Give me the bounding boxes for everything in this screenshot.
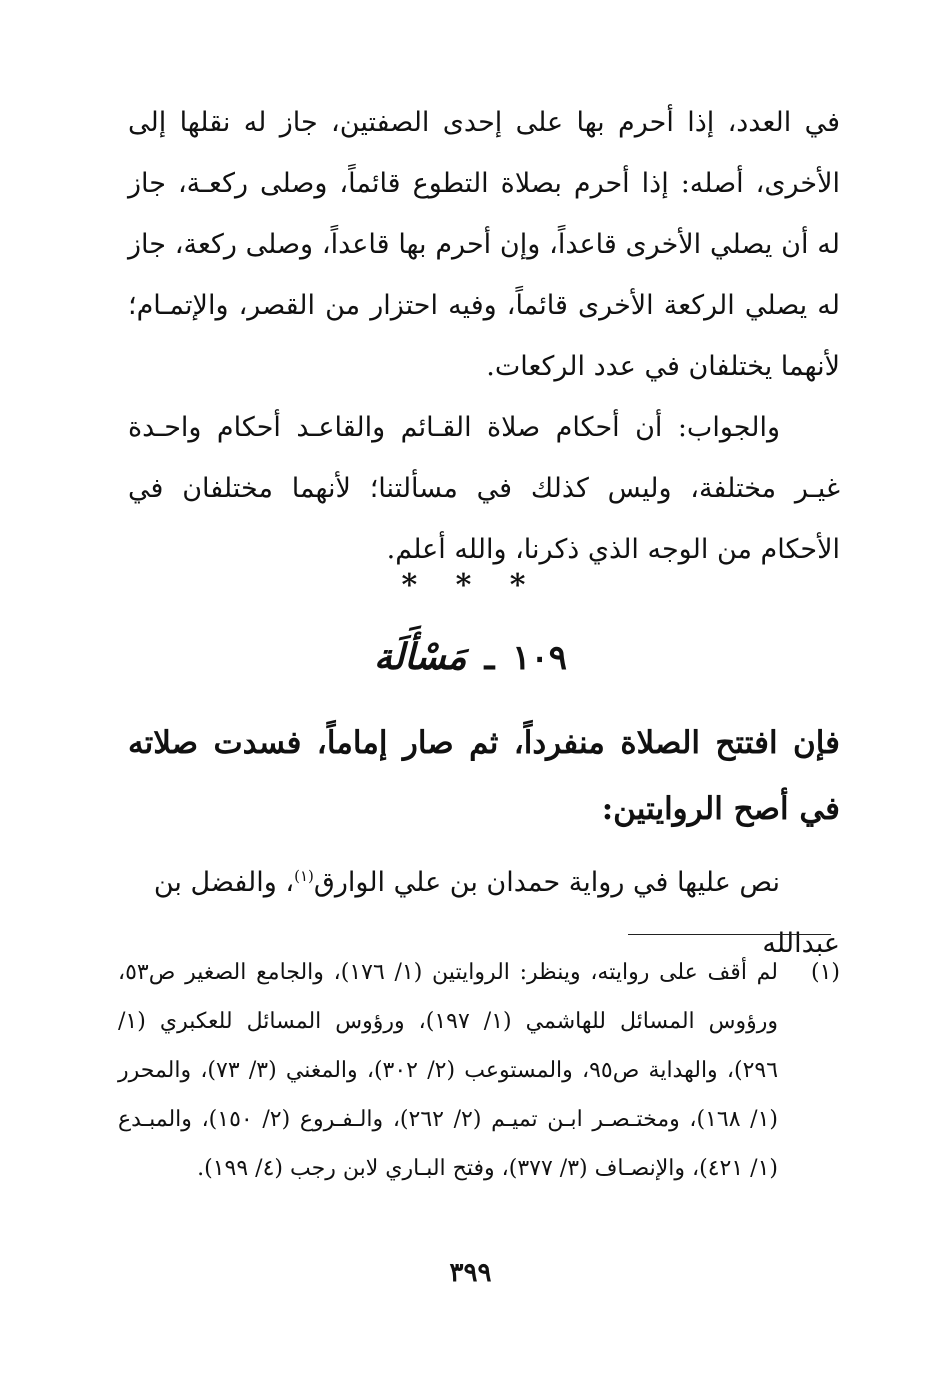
ruling-statement [128,710,840,842]
footnote-marker: (١) [810,960,840,985]
issue-word: مَسْأَلَة [373,636,467,678]
ruling-text: فإن افتتح الصلاة منفرداً، ثم صار إماماً، فسدت صلاته في أصح الروايتين: [128,725,840,827]
issue-dash: ـ [484,638,495,678]
paragraph-answer: والجواب: أن أحكام صلاة القـائم والقاعـد أحكام واحـدة غيـر مختلفة، وليس كذلك في مسألتنا؛ لأنهما مختلفان في الأحكام من الوجه الذي ذكرنا، والله أعلم. [128,412,840,565]
footnote-reference: (١) [294,867,314,885]
footnote [118,948,840,1193]
footnote-text: لم أقف على روايته، وينظر: الروايتين (١/ ١٧٦)، والجامع الصغير ص٥٣، ورؤوس المسائل للهاشمي (١/ ١٩٧)، ورؤوس المسائل للعكبري (١/ ٢٩٦)، والهداية ص٩٥، والمستوعب (٢/ ٣٠٢)، والمغني (٣/ ٧٣)، والمحرر (١/ ١٦٨)، ومختـصـر ابـن تميـم (٢/ ٢٦٢)، والـفـروع (٢/ ١٥٠)، والمبـدع (١/ ٤٢١)، والإنصـاف (٣/ ٣٧٧)، وفتح البـاري لابن رجب (٤/ ١٩٩). [118,960,779,1181]
paragraph-continuation: في العدد، إذا أحرم بها على إحدى الصفتين، جاز له نقلها إلى الأخرى، أصله: إذا أحرم بصلاة التطوع قائماً، وصلى ركعـة، جاز له أن يصلي الأخرى قاعداً، وإن أحرم بها قاعداً، وصلى ركعة، جاز له يصلي الركعة الأخرى قائماً، وفيه احتزار من القصر، والإتمـام؛ لأنهما يختلفان في عدد الركعات. [128,107,840,382]
explanation-text-end: ، والفضل بن عبدالله [153,867,840,959]
page-number: ٣٩٩ [449,1258,492,1288]
issue-heading [0,636,941,678]
issue-number: ١٠٩ [512,638,568,678]
main-text [128,92,840,580]
section-separator: * * * [401,568,540,603]
footnote-divider [628,934,831,935]
explanation-text-start: نص عليها في رواية حمدان بن علي الوارق [313,867,780,898]
